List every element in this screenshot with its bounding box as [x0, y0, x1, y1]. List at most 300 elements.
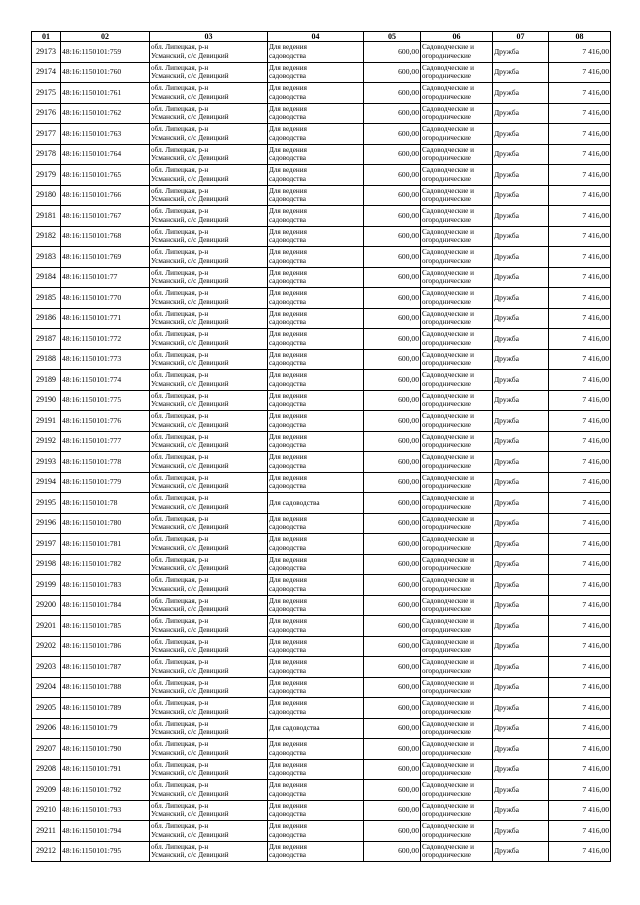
row-number: 29192 — [32, 431, 61, 452]
cadastral-number: 48:16:1150101:774 — [61, 370, 150, 391]
category-cell — [421, 431, 493, 452]
table-row — [32, 780, 611, 801]
association-name: Дружба — [493, 575, 549, 596]
land-use-line-1: Для ведения — [269, 63, 307, 72]
table-row — [32, 472, 611, 493]
category-line-1: Садоводческие и — [422, 166, 474, 175]
table-row — [32, 62, 611, 83]
category-line-2: огороднические — [422, 830, 471, 839]
address-line-2: Усманский, с/с Девицкий — [151, 646, 229, 655]
cadastral-value: 7 416,00 — [549, 595, 611, 616]
table-row — [32, 349, 611, 370]
address-line-2: Усманский, с/с Девицкий — [151, 482, 229, 491]
association-name: Дружба — [493, 431, 549, 452]
row-number: 29203 — [32, 657, 61, 678]
cadastral-value: 7 416,00 — [549, 657, 611, 678]
cadastral-number: 48:16:1150101:761 — [61, 83, 150, 104]
address-line-2: Усманский, с/с Девицкий — [151, 154, 229, 163]
address-cell — [150, 226, 268, 247]
cadastral-number: 48:16:1150101:795 — [61, 841, 150, 862]
cadastral-value: 7 416,00 — [549, 411, 611, 432]
area-value: 600,00 — [364, 759, 421, 780]
cadastral-value: 7 416,00 — [549, 493, 611, 514]
table-row — [32, 370, 611, 391]
address-line-2: Усманский, с/с Девицкий — [151, 543, 229, 552]
table-row — [32, 206, 611, 227]
land-use-line-2: садоводства — [269, 318, 306, 327]
address-line-2: Усманский, с/с Девицкий — [151, 72, 229, 81]
cadastral-value: 7 416,00 — [549, 677, 611, 698]
category-line-1: Садоводческие и — [422, 473, 474, 482]
table-row — [32, 513, 611, 534]
cadastral-number: 48:16:1150101:766 — [61, 185, 150, 206]
cadastral-value: 7 416,00 — [549, 329, 611, 350]
address-cell — [150, 329, 268, 350]
cadastral-number: 48:16:1150101:782 — [61, 554, 150, 575]
land-use-cell — [268, 800, 364, 821]
category-cell — [421, 657, 493, 678]
land-use-line-2: садоводства — [269, 215, 306, 224]
area-value: 600,00 — [364, 677, 421, 698]
land-use-cell — [268, 513, 364, 534]
area-value: 600,00 — [364, 739, 421, 760]
category-cell — [421, 308, 493, 329]
category-line-1: Садоводческие и — [422, 555, 474, 564]
category-line-1: Садоводческие и — [422, 637, 474, 646]
land-use-line-1: Для ведения — [269, 658, 307, 667]
cadastral-value: 7 416,00 — [549, 370, 611, 391]
cadastral-value: 7 416,00 — [549, 554, 611, 575]
cadastral-number: 48:16:1150101:775 — [61, 390, 150, 411]
category-cell — [421, 616, 493, 637]
cadastral-number: 48:16:1150101:79 — [61, 718, 150, 739]
land-use-line-2: садоводства — [269, 92, 306, 101]
address-line-1: обл. Липецкая, р-н — [151, 637, 209, 646]
cadastral-value: 7 416,00 — [549, 206, 611, 227]
address-cell — [150, 144, 268, 165]
category-line-2: огороднические — [422, 789, 471, 798]
land-use-cell — [268, 616, 364, 637]
area-value: 600,00 — [364, 513, 421, 534]
land-use-line-2: садоводства — [269, 133, 306, 142]
cadastral-number: 48:16:1150101:765 — [61, 165, 150, 186]
row-number: 29197 — [32, 534, 61, 555]
address-line-2: Усманский, с/с Девицкий — [151, 379, 229, 388]
land-use-line-1: Для ведения — [269, 432, 307, 441]
land-use-line-1: Для ведения — [269, 125, 307, 134]
address-line-2: Усманский, с/с Девицкий — [151, 441, 229, 450]
address-cell — [150, 595, 268, 616]
area-value: 600,00 — [364, 349, 421, 370]
category-line-2: огороднические — [422, 338, 471, 347]
category-line-1: Садоводческие и — [422, 822, 474, 831]
address-cell — [150, 821, 268, 842]
address-line-1: обл. Липецкая, р-н — [151, 617, 209, 626]
land-use-line-2: садоводства — [269, 113, 306, 122]
row-number: 29178 — [32, 144, 61, 165]
category-line-2: огороднические — [422, 256, 471, 265]
association-name: Дружба — [493, 821, 549, 842]
address-line-2: Усманский, с/с Девицкий — [151, 666, 229, 675]
area-value: 600,00 — [364, 554, 421, 575]
table-row — [32, 42, 611, 63]
address-cell — [150, 554, 268, 575]
row-number: 29191 — [32, 411, 61, 432]
row-number: 29173 — [32, 42, 61, 63]
area-value: 600,00 — [364, 780, 421, 801]
association-name: Дружба — [493, 124, 549, 145]
area-value: 600,00 — [364, 452, 421, 473]
address-line-1: обл. Липецкая, р-н — [151, 576, 209, 585]
category-line-2: огороднические — [422, 379, 471, 388]
land-use-cell — [268, 534, 364, 555]
address-line-1: обл. Липецкая, р-н — [151, 658, 209, 667]
land-use-cell — [268, 411, 364, 432]
category-cell — [421, 759, 493, 780]
column-header-06: 06 — [421, 32, 493, 42]
cadastral-value: 7 416,00 — [549, 800, 611, 821]
category-cell — [421, 821, 493, 842]
cadastral-number: 48:16:1150101:776 — [61, 411, 150, 432]
land-use-line-2: садоводства — [269, 564, 306, 573]
address-line-1: обл. Липецкая, р-н — [151, 412, 209, 421]
land-use-line-1: Для ведения — [269, 576, 307, 585]
association-name: Дружба — [493, 595, 549, 616]
association-name: Дружба — [493, 513, 549, 534]
cadastral-value: 7 416,00 — [549, 841, 611, 862]
land-use-cell — [268, 206, 364, 227]
address-line-1: обл. Липецкая, р-н — [151, 63, 209, 72]
category-line-1: Садоводческие и — [422, 535, 474, 544]
cadastral-number: 48:16:1150101:789 — [61, 698, 150, 719]
table-row — [32, 144, 611, 165]
category-cell — [421, 595, 493, 616]
category-line-1: Садоводческие и — [422, 207, 474, 216]
land-use-line-2: садоводства — [269, 830, 306, 839]
category-line-1: Садоводческие и — [422, 104, 474, 113]
table-row — [32, 759, 611, 780]
category-line-1: Садоводческие и — [422, 801, 474, 810]
cadastral-value: 7 416,00 — [549, 472, 611, 493]
area-value: 600,00 — [364, 288, 421, 309]
category-line-1: Садоводческие и — [422, 699, 474, 708]
association-name: Дружба — [493, 759, 549, 780]
cadastral-value: 7 416,00 — [549, 103, 611, 124]
address-cell — [150, 308, 268, 329]
row-number: 29202 — [32, 636, 61, 657]
category-cell — [421, 83, 493, 104]
table-row — [32, 226, 611, 247]
address-line-2: Усманский, с/с Девицкий — [151, 113, 229, 122]
land-use-line-2: садоводства — [269, 646, 306, 655]
address-line-2: Усманский, с/с Девицкий — [151, 707, 229, 716]
cadastral-value: 7 416,00 — [549, 62, 611, 83]
cadastral-number: 48:16:1150101:759 — [61, 42, 150, 63]
address-line-1: обл. Липецкая, р-н — [151, 391, 209, 400]
association-name: Дружба — [493, 226, 549, 247]
land-use-line-1: Для ведения — [269, 617, 307, 626]
row-number: 29184 — [32, 267, 61, 288]
category-line-1: Садоводческие и — [422, 596, 474, 605]
address-line-2: Усманский, с/с Девицкий — [151, 133, 229, 142]
category-cell — [421, 42, 493, 63]
category-cell — [421, 554, 493, 575]
row-number: 29205 — [32, 698, 61, 719]
category-line-2: огороднические — [422, 502, 471, 511]
address-cell — [150, 616, 268, 637]
cadastral-value: 7 416,00 — [549, 83, 611, 104]
address-cell — [150, 42, 268, 63]
category-line-2: огороднические — [422, 605, 471, 614]
association-name: Дружба — [493, 718, 549, 739]
association-name: Дружба — [493, 144, 549, 165]
area-value: 600,00 — [364, 185, 421, 206]
row-number: 29206 — [32, 718, 61, 739]
cadastral-value: 7 416,00 — [549, 390, 611, 411]
address-cell — [150, 493, 268, 514]
address-line-2: Усманский, с/с Девицкий — [151, 420, 229, 429]
association-name: Дружба — [493, 841, 549, 862]
land-use-cell — [268, 493, 364, 514]
association-name: Дружба — [493, 103, 549, 124]
land-use-line-1: Для ведения — [269, 186, 307, 195]
cadastral-number: 48:16:1150101:787 — [61, 657, 150, 678]
row-number: 29175 — [32, 83, 61, 104]
land-use-cell — [268, 267, 364, 288]
address-line-1: обл. Липецкая, р-н — [151, 535, 209, 544]
row-number: 29182 — [32, 226, 61, 247]
association-name: Дружба — [493, 657, 549, 678]
column-header-02: 02 — [61, 32, 150, 42]
address-cell — [150, 780, 268, 801]
category-line-1: Садоводческие и — [422, 248, 474, 257]
land-use-cell — [268, 349, 364, 370]
land-use-line-2: садоводства — [269, 359, 306, 368]
row-number: 29187 — [32, 329, 61, 350]
land-use-line-2: садоводства — [269, 338, 306, 347]
row-number: 29177 — [32, 124, 61, 145]
row-number: 29193 — [32, 452, 61, 473]
category-cell — [421, 349, 493, 370]
address-cell — [150, 513, 268, 534]
area-value: 600,00 — [364, 247, 421, 268]
category-line-2: огороднические — [422, 625, 471, 634]
land-use-line-2: садоводства — [269, 851, 306, 860]
address-line-1: обл. Липецкая, р-н — [151, 781, 209, 790]
table-body — [32, 42, 611, 862]
land-use-line-1: Для ведения — [269, 555, 307, 564]
row-number: 29188 — [32, 349, 61, 370]
association-name: Дружба — [493, 780, 549, 801]
area-value: 600,00 — [364, 83, 421, 104]
land-use-cell — [268, 739, 364, 760]
category-line-1: Садоводческие и — [422, 186, 474, 195]
address-cell — [150, 739, 268, 760]
row-number: 29195 — [32, 493, 61, 514]
association-name: Дружба — [493, 636, 549, 657]
category-cell — [421, 247, 493, 268]
cadastral-number: 48:16:1150101:791 — [61, 759, 150, 780]
category-cell — [421, 698, 493, 719]
address-cell — [150, 800, 268, 821]
land-use-line-1: Для ведения — [269, 535, 307, 544]
address-line-2: Усманский, с/с Девицкий — [151, 277, 229, 286]
land-use-line-1: Для ведения — [269, 166, 307, 175]
land-use-line-2: садоводства — [269, 195, 306, 204]
area-value: 600,00 — [364, 657, 421, 678]
area-value: 600,00 — [364, 821, 421, 842]
cadastral-number: 48:16:1150101:778 — [61, 452, 150, 473]
table-row — [32, 185, 611, 206]
address-cell — [150, 411, 268, 432]
land-use-cell — [268, 841, 364, 862]
category-line-2: огороднические — [422, 482, 471, 491]
category-line-1: Садоводческие и — [422, 760, 474, 769]
address-line-1: обл. Липецкая, р-н — [151, 84, 209, 93]
address-line-1: обл. Липецкая, р-н — [151, 514, 209, 523]
address-line-1: обл. Липецкая, р-н — [151, 43, 209, 52]
address-cell — [150, 698, 268, 719]
category-line-1: Садоводческие и — [422, 781, 474, 790]
cadastral-value: 7 416,00 — [549, 349, 611, 370]
area-value: 600,00 — [364, 534, 421, 555]
category-cell — [421, 472, 493, 493]
address-line-1: обл. Липецкая, р-н — [151, 125, 209, 134]
table-row — [32, 575, 611, 596]
cadastral-value: 7 416,00 — [549, 780, 611, 801]
cadastral-value: 7 416,00 — [549, 718, 611, 739]
category-cell — [421, 677, 493, 698]
address-line-2: Усманский, с/с Девицкий — [151, 789, 229, 798]
parcel-table — [31, 31, 611, 862]
category-line-2: огороднические — [422, 687, 471, 696]
category-line-1: Садоводческие и — [422, 125, 474, 134]
category-line-1: Садоводческие и — [422, 576, 474, 585]
table-row — [32, 534, 611, 555]
land-use-line-1: Для ведения — [269, 699, 307, 708]
area-value: 600,00 — [364, 718, 421, 739]
association-name: Дружба — [493, 616, 549, 637]
table-row — [32, 103, 611, 124]
address-line-1: обл. Липецкая, р-н — [151, 268, 209, 277]
cadastral-number: 48:16:1150101:762 — [61, 103, 150, 124]
land-use-cell — [268, 185, 364, 206]
land-use-cell — [268, 124, 364, 145]
category-line-2: огороднические — [422, 72, 471, 81]
cadastral-value: 7 416,00 — [549, 759, 611, 780]
land-use-cell — [268, 759, 364, 780]
land-use-line-2: садоводства — [269, 256, 306, 265]
association-name: Дружба — [493, 185, 549, 206]
address-line-1: обл. Липецкая, р-н — [151, 453, 209, 462]
category-cell — [421, 718, 493, 739]
land-use-line-2: садоводства — [269, 174, 306, 183]
address-cell — [150, 349, 268, 370]
address-cell — [150, 185, 268, 206]
area-value: 600,00 — [364, 431, 421, 452]
row-number: 29201 — [32, 616, 61, 637]
association-name: Дружба — [493, 349, 549, 370]
cadastral-value: 7 416,00 — [549, 42, 611, 63]
land-use-cell — [268, 821, 364, 842]
category-line-2: огороднические — [422, 769, 471, 778]
land-use-line-2: садоводства — [269, 400, 306, 409]
address-line-2: Усманский, с/с Девицкий — [151, 195, 229, 204]
cadastral-value: 7 416,00 — [549, 616, 611, 637]
category-line-1: Садоводческие и — [422, 617, 474, 626]
category-line-1: Садоводческие и — [422, 432, 474, 441]
area-value: 600,00 — [364, 308, 421, 329]
category-line-2: огороднические — [422, 277, 471, 286]
category-line-2: огороднические — [422, 215, 471, 224]
land-use-line-1: Для ведения — [269, 84, 307, 93]
category-line-1: Садоводческие и — [422, 289, 474, 298]
land-use-line-2: садоводства — [269, 482, 306, 491]
address-line-1: обл. Липецкая, р-н — [151, 371, 209, 380]
address-line-1: обл. Липецкая, р-н — [151, 596, 209, 605]
address-line-1: обл. Липецкая, р-н — [151, 350, 209, 359]
address-line-1: обл. Липецкая, р-н — [151, 801, 209, 810]
land-use-line-2: садоводства — [269, 666, 306, 675]
category-cell — [421, 185, 493, 206]
association-name: Дружба — [493, 534, 549, 555]
land-use-line-1: Для ведения — [269, 268, 307, 277]
category-cell — [421, 493, 493, 514]
land-use-line-1: Для ведения — [269, 514, 307, 523]
land-use-line-2: садоводства — [269, 154, 306, 163]
table-row — [32, 308, 611, 329]
address-line-2: Усманский, с/с Девицкий — [151, 769, 229, 778]
land-use-line-1: Для ведения — [269, 330, 307, 339]
cadastral-value: 7 416,00 — [549, 575, 611, 596]
land-use-line-2: садоводства — [269, 584, 306, 593]
category-cell — [421, 800, 493, 821]
category-line-1: Садоводческие и — [422, 719, 474, 728]
address-cell — [150, 83, 268, 104]
address-line-1: обл. Липецкая, р-н — [151, 330, 209, 339]
category-line-2: огороднические — [422, 748, 471, 757]
cadastral-number: 48:16:1150101:783 — [61, 575, 150, 596]
category-line-2: огороднические — [422, 133, 471, 142]
land-use-cell — [268, 718, 364, 739]
category-line-2: огороднические — [422, 523, 471, 532]
cadastral-value: 7 416,00 — [549, 534, 611, 555]
association-name: Дружба — [493, 493, 549, 514]
area-value: 600,00 — [364, 575, 421, 596]
land-use-line-1: Для ведения — [269, 145, 307, 154]
area-value: 600,00 — [364, 636, 421, 657]
land-use-line-2: садоводства — [269, 789, 306, 798]
land-use-cell — [268, 636, 364, 657]
land-use-cell — [268, 698, 364, 719]
category-line-2: огороднические — [422, 543, 471, 552]
association-name: Дружба — [493, 206, 549, 227]
cadastral-number: 48:16:1150101:764 — [61, 144, 150, 165]
land-use-line-1: Для ведения — [269, 760, 307, 769]
table-row — [32, 329, 611, 350]
category-line-2: огороднические — [422, 564, 471, 573]
land-use-line-1: Для ведения — [269, 391, 307, 400]
land-use-line-2: садоводства — [269, 51, 306, 60]
address-cell — [150, 62, 268, 83]
address-line-2: Усманский, с/с Девицкий — [151, 605, 229, 614]
cadastral-value: 7 416,00 — [549, 267, 611, 288]
association-name: Дружба — [493, 698, 549, 719]
land-use-line-1: Для ведения — [269, 596, 307, 605]
land-use-cell — [268, 370, 364, 391]
cadastral-number: 48:16:1150101:790 — [61, 739, 150, 760]
land-use-cell — [268, 677, 364, 698]
